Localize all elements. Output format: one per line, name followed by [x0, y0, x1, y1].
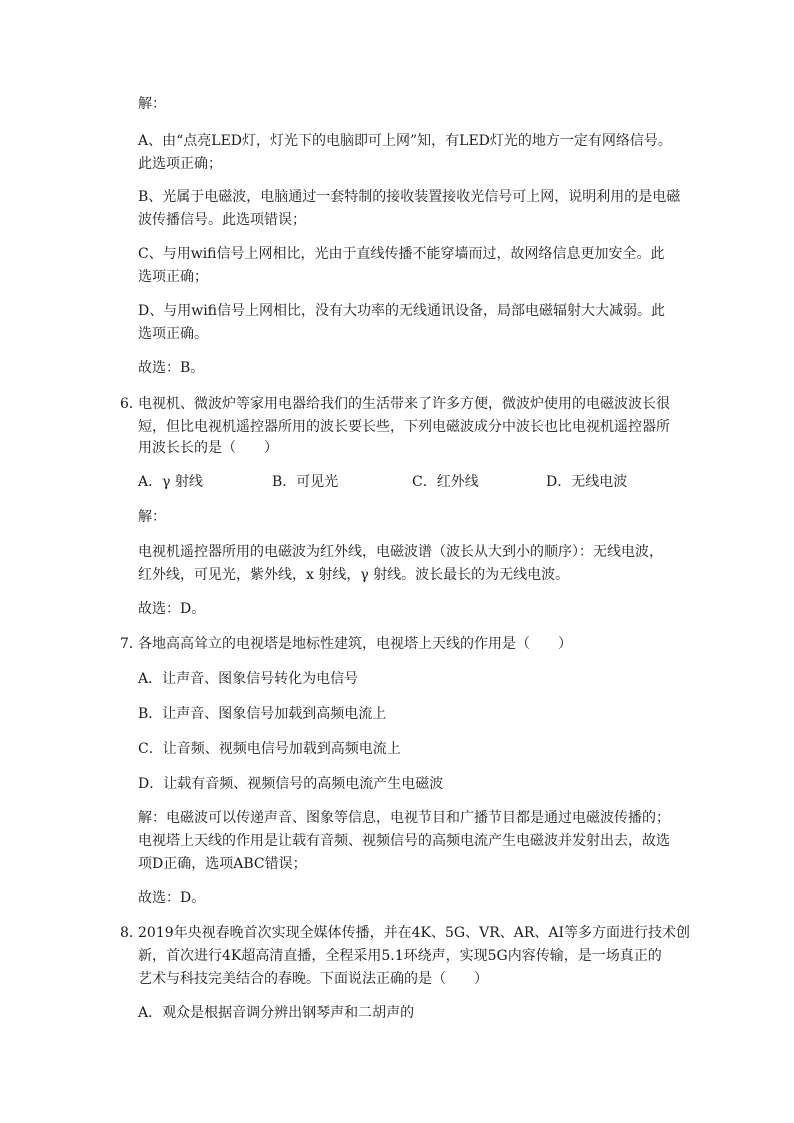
q7-solution-line3: 项D正确，选项ABC错误； — [138, 856, 307, 872]
q6-solution-line2: 红外线，可见光，紫外线，x 射线，γ 射线。波长最长的为无线电波。 — [138, 567, 570, 583]
q8-option-a: A．观众是根据音调分辨出钢琴声和二胡声的 — [138, 1005, 415, 1021]
q5-option-d-analysis-line2: 选项正确。 — [138, 326, 208, 342]
q5-option-a-analysis-line2: 此选项正确； — [138, 156, 222, 172]
q6-stem-line1: 电视机、微波炉等家用电器给我们的生活带来了许多方便，微波炉使用的电磁波波长很 — [138, 396, 670, 412]
q5-option-d-analysis-line1: D、与用wifi信号上网相比，没有大功率的无线通讯设备，局部电磁辐射大大减弱。此 — [138, 303, 666, 319]
q8-stem-line1: 2019年央视春晚首次实现全媒体传播，并在4K、5G、VR、AR、AI等多方面进行技术创 — [138, 925, 691, 941]
q6-option-a: A．γ 射线 — [138, 474, 203, 490]
q5-answer: 故选：B。 — [138, 360, 205, 376]
q8-stem-line2: 新，首次进行4K超高清直播，全程采用5.1环绕声，实现5G内容传输，是一场真正的 — [138, 948, 662, 964]
q8-stem-line3: 艺术与科技完美结合的春晚。下面说法正确的是（ ） — [138, 971, 488, 987]
q6-option-d: D．无线电波 — [546, 474, 628, 490]
q6-option-b: B．可见光 — [272, 474, 339, 490]
q7-option-a: A．让声音、图象信号转化为电信号 — [138, 671, 359, 687]
q5-option-b-analysis-line1: B、光属于电磁波，电脑通过一套特制的接收装置接收光信号可上网，说明利用的是电磁 — [138, 189, 681, 205]
q6-stem-line3: 用波长长的是（ ） — [138, 440, 278, 456]
q6-solution-label: 解： — [138, 509, 166, 525]
q6-solution-line1: 电视机遥控器所用的电磁波为红外线，电磁波谱（波长从大到小的顺序）：无线电波， — [138, 544, 663, 560]
q5-option-c-analysis-line2: 选项正确； — [138, 269, 208, 285]
q7-stem: 各地高高耸立的电视塔是地标性建筑，电视塔上天线的作用是（ ） — [138, 636, 572, 652]
q6-answer: 故选：D。 — [138, 601, 206, 617]
q6-option-c: C．红外线 — [412, 474, 479, 490]
q5-option-c-analysis-line1: C、与用wifi信号上网相比，光由于直线传播不能穿墙而过，故网络信息更加安全。此 — [138, 246, 665, 262]
q7-answer: 故选：D。 — [138, 890, 206, 906]
q7-option-d: D．让载有音频、视频信号的高频电流产生电磁波 — [138, 776, 444, 792]
q7-solution-line1: 解：电磁波可以传递声音、图象等信息，电视节目和广播节目都是通过电磁波传播的； — [138, 810, 670, 826]
q5-option-a-analysis-line1: A、由“点亮LED灯，灯光下的电脑即可上网”知，有LED灯光的地方一定有网络信号。 — [138, 133, 672, 149]
q5-solution-label: 解： — [138, 96, 166, 112]
q6-number: 6． — [120, 396, 143, 412]
q8-number: 8． — [120, 925, 143, 941]
q5-option-b-analysis-line2: 波传播信号。此选项错误； — [138, 212, 306, 228]
q7-number: 7． — [120, 636, 143, 652]
q7-solution-line2: 电视塔上天线的作用是让载有音频、视频信号的高频电流产生电磁波并发射出去，故选 — [138, 833, 670, 849]
q7-option-b: B．让声音、图象信号加载到高频电流上 — [138, 706, 387, 722]
q7-option-c: C．让音频、视频电信号加载到高频电流上 — [138, 741, 401, 757]
q6-stem-line2: 短，但比电视机遥控器所用的波长要长些，下列电磁波成分中波长也比电视机遥控器所 — [138, 419, 670, 435]
